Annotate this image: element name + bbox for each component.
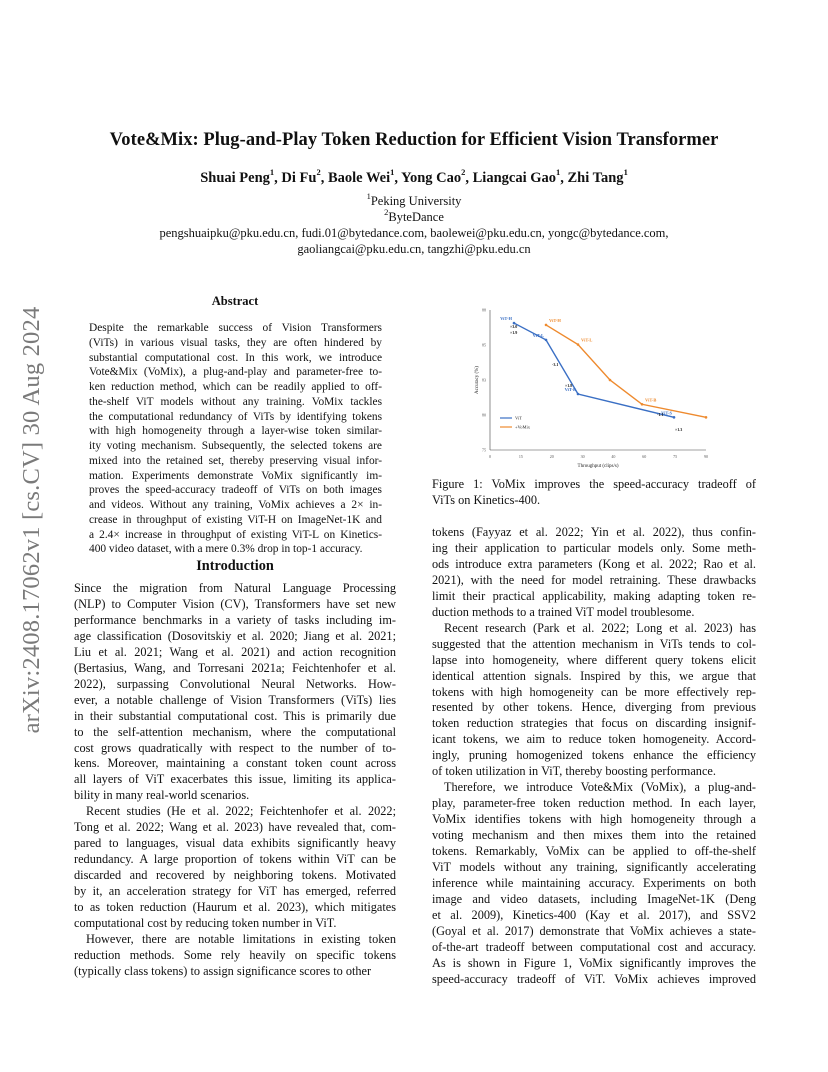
text-line: pared to languages, visual data exhibits significantly heavy: [74, 836, 396, 851]
text-line: Recent research (Park et al. 2022; Long et al. 2023) has: [444, 620, 756, 635]
figure-1-caption: [432, 477, 756, 509]
text-line: image and video datasets, including ImageNet-1K (Deng: [432, 891, 756, 906]
text-line: icant tokens, we aim to reduce token homogeneity. Accord-: [432, 732, 756, 747]
point-label: ViT-L: [581, 337, 593, 343]
text-line: discarded and recovered by neighboring tokens. Motivated: [74, 868, 396, 883]
text-line: Despite the remarkable success of Vision Transformers: [89, 322, 382, 334]
arxiv-stamp: arXiv:2408.17062v1 [cs.CV] 30 Aug 2024: [18, 306, 45, 734]
text-line: all layers of ViT exacerbates this issue, limiting its applica-: [74, 772, 396, 787]
figure-1-chart: [470, 300, 722, 468]
text-line: of token utilization in ViT, thereby boosting performance.: [432, 764, 716, 779]
text-line: ViTs on Kinetics-400.: [432, 492, 541, 507]
text-line: the computational redundancy of ViTs by identifying tokens: [89, 410, 382, 423]
text-line: (ViTs) in various visual tasks, they are often hindered by: [89, 336, 382, 349]
data-point: [577, 343, 580, 346]
point-label: ViT-B: [645, 397, 657, 403]
text-line: 2021), with the need for model retraining. These drawbacks: [432, 572, 756, 587]
text-line: As is shown in Figure 1, VoMix significantly improves the: [432, 955, 756, 970]
text-line: lapse into homogeneity, where different query tokens elicit: [432, 652, 756, 667]
text-line: ever, a notable challenge of Vision Transformers (ViTs) lies: [74, 692, 396, 707]
text-line: to as token reduction (Haurum et al. 2023), which mitigates: [74, 900, 396, 915]
annotation-label: ×3.0: [510, 324, 518, 329]
affiliation-2: $^2$ByteDance: [384, 206, 444, 224]
text-line: limit their practical applicability, making adapting token re-: [432, 588, 756, 603]
x-tick-label: 40: [611, 454, 616, 459]
text-line: and videos. Without any training, VoMix achieves a 2× in-: [89, 499, 382, 511]
text-line: cost grows quadratically with respect to the number of to-: [74, 740, 396, 755]
text-line: Tong et al. 2022; Wang et al. 2023) have revealed that, com-: [74, 820, 396, 835]
data-point: [705, 416, 708, 419]
data-point: [609, 379, 612, 382]
text-line: However, there are notable limitations in existing token: [86, 931, 396, 946]
text-line: tokens (Fayyaz et al. 2022; Yin et al. 2022), thus confin-: [432, 525, 756, 539]
text-line: a 2.4× increase in throughput of existing ViT-L on Kinetics-: [89, 528, 382, 541]
annotation-label: ×1.9: [510, 330, 518, 335]
annotation-label: -1.1: [657, 412, 664, 417]
text-line: age classification (Dosovitskiy et al. 2020; Jiang et al. 2021;: [74, 628, 396, 643]
text-line: suggested that the attention mechanism in ViTs tends to col-: [432, 636, 756, 651]
data-point: [545, 339, 548, 342]
text-line: kens. Moreover, maintaining a constant token count across: [74, 756, 396, 771]
text-line: ingly, pruning homogenized tokens enhance the efficiency: [432, 748, 756, 763]
emails-line-2: gaoliangcai@pku.edu.cn, tangzhi@pku.edu.cn: [297, 242, 531, 256]
legend-label: +VoMix: [515, 424, 530, 430]
x-tick-label: 75: [673, 454, 678, 459]
point-label: ViT-L: [532, 332, 544, 338]
x-tick-label: 60: [642, 454, 647, 459]
text-line: ing their application to particular models only. Some meth-: [432, 540, 756, 555]
annotation-label: ×1.8: [565, 383, 573, 388]
text-line: by it, an acceleration strategy for ViT has emerged, referred: [74, 884, 396, 899]
data-point: [545, 324, 548, 327]
text-line: with high homogeneity through a layer-wise token similar-: [89, 425, 382, 438]
right-column-body: [432, 525, 756, 988]
author: Di Fu$^2$: [281, 167, 321, 186]
data-point: [577, 393, 580, 396]
text-line: ity voting mechanism. Subsequently, the selected tokens are: [89, 440, 382, 452]
text-line: of-the-art tradeoff between computational cost and accuracy.: [432, 939, 756, 954]
annotation-label: -3.1: [552, 362, 559, 367]
author: Yong Cao$^2$: [401, 167, 466, 186]
text-line: computational cost by reducing token number in ViT.: [74, 916, 337, 931]
text-line: mation. Experiments demonstrate VoMix significantly im-: [89, 469, 382, 482]
text-line: the-shelf ViT models without any training. VoMix tackles: [89, 395, 382, 408]
annotation-label: ×1.3: [675, 427, 683, 432]
point-label: ViT-H: [549, 317, 561, 323]
y-axis-label: Accuracy (%): [475, 366, 480, 394]
author: Baole Wei$^1$: [327, 167, 395, 186]
y-tick-label: 88: [482, 307, 486, 313]
y-tick-label: 83: [482, 377, 486, 383]
text-line: in their substantial computational cost. This is primarily due: [74, 708, 396, 723]
text-line: 400 video dataset, with a mere 0.3% drop in top-1 accuracy.: [89, 543, 363, 556]
abstract-body: [89, 321, 382, 557]
text-line: ods introduce extra parameters (Kong et al. 2022; Rao et al.: [432, 556, 756, 571]
text-line: to the self-attention mechanism, where the computational: [74, 724, 396, 739]
point-label: ViT-S: [661, 410, 672, 416]
text-line: duction methods to a trained ViT model troublesome.: [432, 604, 695, 619]
author: Shuai Peng$^1$: [200, 167, 275, 186]
text-line: identical attention signals. Inspired by this, we argue that: [432, 668, 756, 683]
text-line: Therefore, we introduce Vote&Mix (VoMix), a plug-and-: [444, 780, 756, 795]
point-label: ViT-H: [500, 316, 512, 322]
y-tick-label: 80: [482, 412, 486, 418]
text-line: (NLP) to Computer Vision (CV), Transformers have set new: [74, 596, 396, 611]
text-line: 2022), surpassing Convolutional Neural Networks. How-: [74, 676, 396, 691]
text-line: (Goyal et al. 2017) demonstrate that VoMix achieves a state-: [432, 923, 756, 938]
text-line: crease in throughput of existing ViT-H on ImageNet-1K and: [89, 513, 382, 526]
legend-label: ViT: [515, 415, 522, 421]
y-tick-label: 75: [482, 447, 486, 453]
text-line: VoMix identifies tokens with high homogeneity through a: [432, 812, 756, 827]
text-line: reduction methods. Some rely heavily on specific tokens: [74, 947, 396, 962]
text-line: inference while maintaining accuracy. Experiments on both: [432, 875, 756, 890]
text-line: et al. 2009), Kinetics-400 (Kay et al. 2017), and SSV2: [432, 907, 756, 922]
paper-title: Vote&Mix: Plug-and-Play Token Reduction for Efficient Vision Transformer: [109, 130, 719, 150]
text-line: ViT models without any training, significantly accelerating: [432, 860, 756, 875]
introduction-body: [74, 581, 396, 980]
text-line: ken reduction method, which can be readily applied to off-: [89, 381, 382, 393]
text-line: Vote&Mix (VoMix), a plug-and-play and parameter-free to-: [89, 366, 382, 379]
text-line: redundancy. A large proportion of tokens within ViT can be: [74, 852, 396, 867]
x-tick-label: 30: [580, 454, 585, 459]
text-line: speed-accuracy tradeoff of ViT. VoMix achieves improved: [432, 971, 756, 986]
affiliation-1: $^1$Peking University: [366, 190, 462, 208]
text-line: Figure 1: VoMix improves the speed-accuracy tradeoff of: [432, 477, 756, 491]
x-tick-label: 90: [704, 454, 708, 459]
data-point: [641, 403, 644, 406]
x-tick-label: 15: [518, 454, 523, 459]
text-line: tokens with high homogeneity can be more effectively rep-: [432, 684, 756, 699]
text-line: substantial computational cost. In this work, we introduce: [89, 351, 382, 364]
text-line: Liu et al. 2021; Wang et al. 2021) and action recognition: [74, 644, 396, 659]
author: Liangcai Gao$^1$: [472, 167, 561, 186]
author: Zhi Tang$^1$: [567, 167, 628, 186]
data-point: [673, 416, 676, 419]
x-tick-label: 20: [549, 454, 554, 459]
text-line: resented by other tokens. Hence, diverging from previous: [432, 700, 756, 715]
text-line: (typically class tokens) to assign significance scores to other: [74, 963, 372, 978]
emails-line-1: pengshuaipku@pku.edu.cn, fudi.01@bytedance.com, baolewei@pku.edu.cn, yongc@bytedance.com,: [159, 226, 669, 240]
text-line: performance benchmarks in a variety of tasks including im-: [74, 612, 396, 627]
y-tick-label: 85: [482, 342, 486, 348]
text-line: mixed into the retained set, thereby preserving visual infor-: [89, 454, 382, 467]
author-list: Shuai Peng$^1$, Di Fu$^2$, Baole Wei$^1$, Yong Cao$^2$, Liangcai Gao$^1$, Zhi Tang$^1$: [200, 167, 628, 186]
introduction-heading: Introduction: [196, 558, 274, 574]
text-line: play, parameter-free token reduction method. In each layer,: [432, 796, 756, 811]
text-line: proves the speed-accuracy tradeoff of ViTs on both images: [89, 484, 382, 497]
text-line: (Bertasius, Wang, and Torresani 2021a; Feichtenhofer et al.: [74, 660, 396, 675]
text-line: tokens. Remarkably, VoMix can be applied to off-the-shelf: [432, 844, 756, 859]
abstract-heading: Abstract: [211, 294, 259, 308]
text-line: voting mechanism and then mixes them into the retained: [432, 828, 756, 843]
text-line: Since the migration from Natural Language Processing: [74, 581, 396, 595]
text-line: token reduction strategies that focus on discarding insignif-: [432, 716, 756, 731]
point-label: ViT-B: [564, 387, 576, 392]
x-tick-label: 0: [489, 454, 491, 459]
x-axis-label: Throughput (clips/s): [577, 464, 619, 468]
text-line: bility in many real-world scenarios.: [74, 788, 250, 803]
series-line: [546, 325, 706, 417]
text-line: Recent studies (He et al. 2022; Feichtenhofer et al. 2022;: [86, 804, 396, 819]
